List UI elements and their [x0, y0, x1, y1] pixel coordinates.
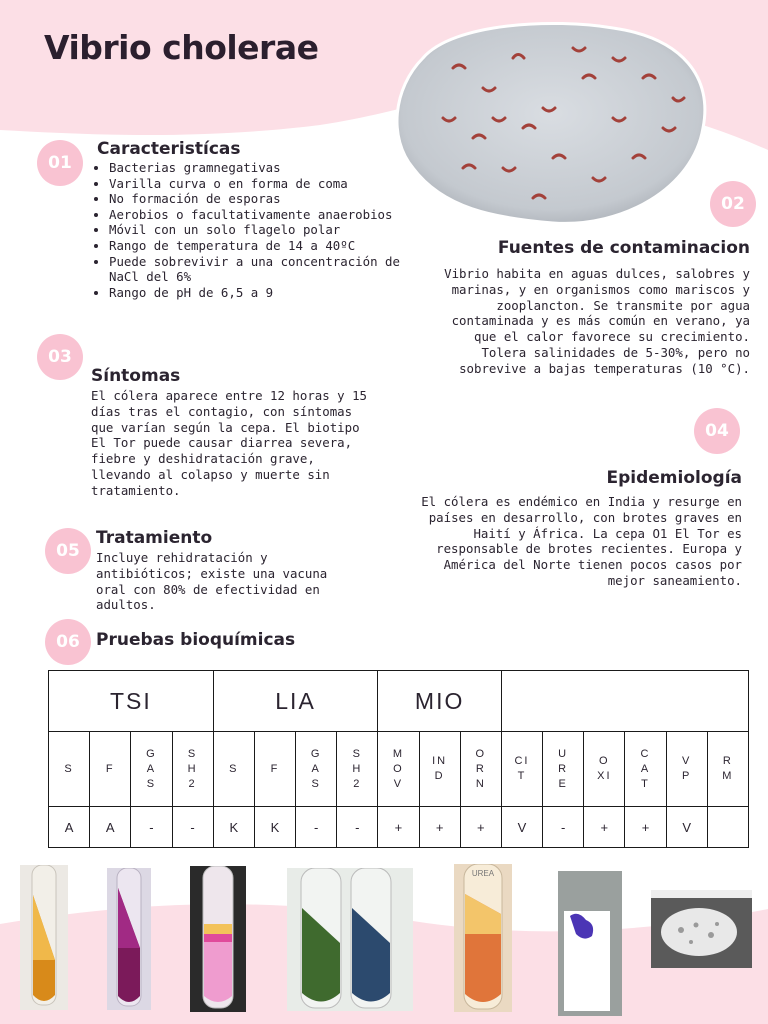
- subheader-cell: O XI: [584, 732, 625, 807]
- subheader-cell: IN D: [419, 732, 460, 807]
- list-item: • Varilla curva o en forma de coma: [109, 176, 429, 192]
- oxidase-strip-photo: [558, 871, 622, 1016]
- citrate-tubes-photo: [287, 868, 413, 1011]
- list-item: • Puede sobrevivir a una concentración de NaCl del 6%: [109, 254, 429, 285]
- section-number-02: 02: [710, 181, 756, 227]
- value-cell: V: [501, 807, 542, 848]
- lia-tube-photo: [107, 868, 151, 1010]
- urea-tube-photo: [454, 864, 512, 1012]
- subheader-row: [49, 732, 749, 807]
- subheader-cell: R M: [707, 732, 748, 807]
- value-cell: [707, 807, 748, 848]
- tratamiento-text: Incluye rehidratación y antibióticos; existe una vacuna oral con 80% de efectividad en adultos.: [96, 550, 328, 613]
- characteristics-list: [93, 160, 429, 300]
- list-item: • Aerobios o facultativamente anaerobios: [109, 207, 429, 223]
- value-cell: -: [131, 807, 172, 848]
- section-number-04: 04: [694, 408, 740, 454]
- subheader-cell: CI T: [501, 732, 542, 807]
- vibrio-micrograph: [383, 18, 713, 228]
- value-cell: A: [90, 807, 131, 848]
- subheader-cell: F: [90, 732, 131, 807]
- value-cell: A: [49, 807, 90, 848]
- section-number-03: 03: [37, 334, 83, 380]
- subheader-cell: O R N: [460, 732, 501, 807]
- section-number-05: 05: [45, 528, 91, 574]
- subheader-cell: G A S: [296, 732, 337, 807]
- subheader-cell: S: [213, 732, 254, 807]
- value-cell: K: [213, 807, 254, 848]
- biochemical-tests-table: [48, 670, 749, 848]
- list-item: • Rango de temperatura de 14 a 40ºC: [109, 238, 429, 254]
- group-header-empty: [501, 671, 748, 732]
- subheader-cell: U R E: [543, 732, 584, 807]
- subheader-cell: G A S: [131, 732, 172, 807]
- heading-pruebas: Pruebas bioquímicas: [96, 630, 296, 650]
- value-cell: +: [419, 807, 460, 848]
- value-cell: -: [543, 807, 584, 848]
- heading-epidemiologia: Epidemiología: [606, 468, 742, 488]
- section-number-06: 06: [45, 619, 91, 665]
- subheader-cell: S H 2: [172, 732, 213, 807]
- group-header-tsi: TSI: [49, 671, 214, 732]
- value-cell: +: [625, 807, 666, 848]
- list-item: • No formación de esporas: [109, 191, 429, 207]
- urea-label: UREA: [471, 869, 495, 878]
- epidemiologia-text: El cólera es endémico en India y resurge en países en desarrollo, con brotes graves en Haití y África. La cepa O1 El Tor es responsable de brotes recientes. Europa y América del Norte tienen pocos casos por mejor saneamiento.: [421, 494, 742, 588]
- heading-caracteristicas: Caracteristícas: [97, 139, 241, 159]
- subheader-cell: F: [254, 732, 295, 807]
- value-cell: +: [584, 807, 625, 848]
- list-item: • Rango de pH de 6,5 a 9: [109, 285, 429, 301]
- value-cell: K: [254, 807, 295, 848]
- value-cell: -: [296, 807, 337, 848]
- value-cell: -: [172, 807, 213, 848]
- page-title: Vibrio cholerae: [44, 28, 319, 67]
- subheader-cell: V P: [666, 732, 707, 807]
- tsi-tube-photo: [20, 865, 68, 1010]
- subheader-cell: S: [49, 732, 90, 807]
- fuentes-text: Vibrio habita en aguas dulces, salobres y marinas, y en organismos como mariscos y zooplancton. Se transmite por agua contaminada y es más común en verano, ya que el calor favorece su crecimiento. Tolera salinidades de 5-30%, pero no sobrevive a bajas temperaturas (10 °C).: [444, 266, 750, 376]
- subheader-cell: C A T: [625, 732, 666, 807]
- list-item: • Móvil con un solo flagelo polar: [109, 222, 429, 238]
- value-cell: +: [460, 807, 501, 848]
- heading-sintomas: Síntomas: [91, 366, 181, 386]
- subheader-cell: M O V: [378, 732, 419, 807]
- group-header-lia: LIA: [213, 671, 378, 732]
- value-cell: +: [378, 807, 419, 848]
- section-number-01: 01: [37, 140, 83, 186]
- values-row: [49, 807, 749, 848]
- value-cell: V: [666, 807, 707, 848]
- catalase-slide-photo: [651, 890, 752, 968]
- subheader-cell: S H 2: [337, 732, 378, 807]
- heading-fuentes: Fuentes de contaminacion: [497, 238, 750, 258]
- group-header-mio: MIO: [378, 671, 502, 732]
- value-cell: -: [337, 807, 378, 848]
- mio-tube-photo: [190, 866, 246, 1012]
- sintomas-text: El cólera aparece entre 12 horas y 15 días tras el contagio, con síntomas que varían según la cepa. El biotipo El Tor puede causar diarrea severa, fiebre y deshidratación grave, llevando al colapso y muerte sin tratamiento.: [91, 388, 368, 498]
- heading-tratamiento: Tratamiento: [96, 528, 213, 548]
- list-item: • Bacterias gramnegativas: [109, 160, 429, 176]
